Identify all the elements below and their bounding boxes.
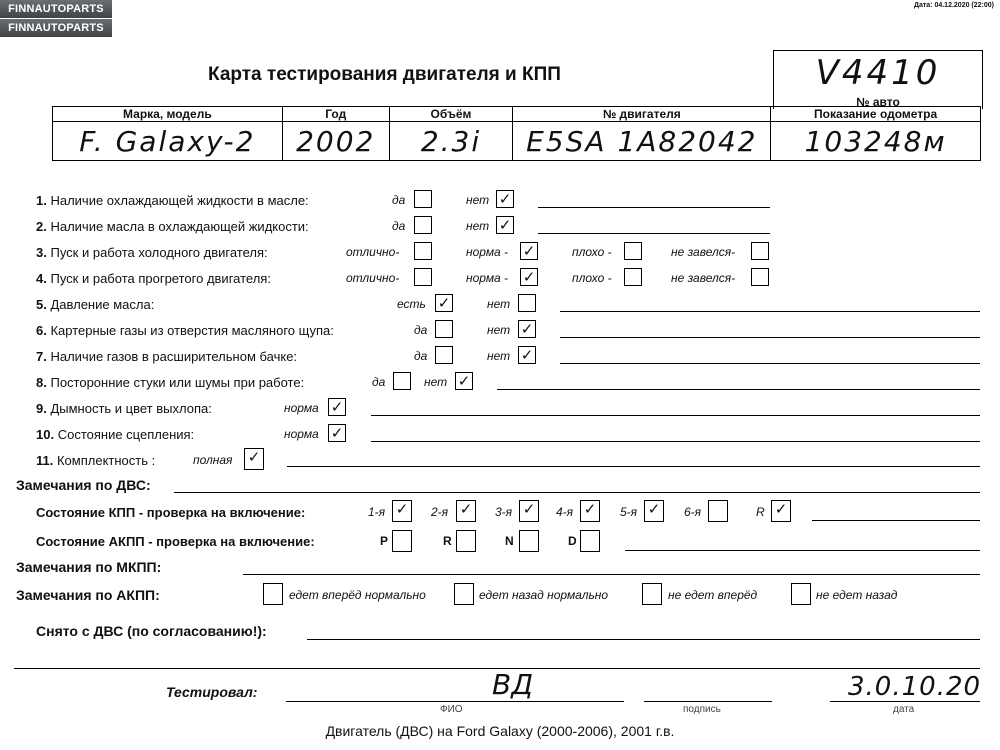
header-value-odometer: 103248м bbox=[771, 122, 981, 161]
item-9-checkbox-normal[interactable]: ✓ bbox=[328, 398, 346, 416]
akpp-remark-checkbox-forward-ok[interactable] bbox=[263, 583, 283, 605]
item-8-checkbox-no[interactable]: ✓ bbox=[455, 372, 473, 390]
item-5-opt-no: нет bbox=[487, 297, 511, 311]
logo-bottom: FINNAUTOPARTS bbox=[0, 19, 112, 37]
akpp-remark-checkbox-back-ok[interactable] bbox=[454, 583, 474, 605]
item-4-opt-bad: плохо - bbox=[572, 271, 612, 285]
item-6-opt-no: нет bbox=[487, 323, 511, 337]
item-2: 2. Наличие масла в охлаждающей жидкости: bbox=[36, 219, 309, 234]
item-4-checkbox-bad[interactable] bbox=[624, 268, 642, 286]
removed-line bbox=[307, 639, 980, 640]
item-7-line bbox=[560, 363, 980, 364]
akpp-gear-p-label: P bbox=[380, 534, 389, 548]
item-6-checkbox-yes[interactable] bbox=[435, 320, 453, 338]
header-label-model: Марка, модель bbox=[53, 107, 283, 122]
akpp-label: Состояние АКПП - проверка на включение: bbox=[36, 534, 315, 549]
akpp-gear-n-label: N bbox=[505, 534, 514, 548]
item-10: 10. Состояние сцепления: bbox=[36, 427, 195, 442]
item-5: 5. Давление масла: bbox=[36, 297, 155, 312]
item-2-line bbox=[538, 233, 770, 234]
akpp-line bbox=[625, 550, 980, 551]
item-3-opt-normal: норма - bbox=[466, 245, 509, 259]
item-4-opt-excellent: отлично- bbox=[346, 271, 400, 285]
item-6-checkbox-no[interactable]: ✓ bbox=[518, 320, 536, 338]
form-title: Карта тестирования двигателя и КПП bbox=[208, 64, 561, 85]
kpp-gear-4-checkbox[interactable]: ✓ bbox=[580, 500, 600, 522]
header-value-volume: 2.3i bbox=[389, 122, 513, 161]
kpp-gear-5-label: 5-я bbox=[620, 505, 638, 519]
item-11-opt-full: полная bbox=[193, 453, 233, 467]
tested-fio-caption: ФИО bbox=[440, 704, 463, 715]
tested-signature-line bbox=[644, 701, 772, 702]
item-3: 3. Пуск и работа холодного двигателя: bbox=[36, 245, 268, 260]
akpp-gear-p-checkbox[interactable] bbox=[392, 530, 412, 552]
kpp-gear-4-label: 4-я bbox=[556, 505, 574, 519]
logo-top: FINNAUTOPARTS bbox=[0, 0, 112, 18]
kpp-gear-r-label: R bbox=[756, 505, 765, 519]
item-4-opt-no-start: не завелся- bbox=[671, 271, 736, 285]
item-1: 1. Наличие охлаждающей жидкости в масле: bbox=[36, 193, 309, 208]
item-1-opt-no: нет bbox=[466, 193, 490, 207]
date-stamp: Дата: 04.12.2020 (22:00) bbox=[913, 2, 994, 9]
kpp-line bbox=[812, 520, 980, 521]
item-4: 4. Пуск и работа прогретого двигателя: bbox=[36, 271, 271, 286]
item-10-checkbox-normal[interactable]: ✓ bbox=[328, 424, 346, 442]
item-4-checkbox-normal[interactable]: ✓ bbox=[520, 268, 538, 286]
image-caption: Двигатель (ДВС) на Ford Galaxy (2000-2006), 2001 г.в. bbox=[325, 723, 675, 739]
auto-number-label: № авто bbox=[856, 95, 900, 109]
item-9-opt-normal: норма bbox=[284, 401, 319, 415]
item-4-checkbox-excellent[interactable] bbox=[414, 268, 432, 286]
item-6: 6. Картерные газы из отверстия масляного щупа: bbox=[36, 323, 334, 338]
item-3-checkbox-normal[interactable]: ✓ bbox=[520, 242, 538, 260]
item-1-checkbox-no[interactable]: ✓ bbox=[496, 190, 514, 208]
remarks-mkpp-label: Замечания по МКПП: bbox=[16, 559, 162, 575]
item-5-opt-yes: есть bbox=[397, 297, 426, 311]
item-3-opt-bad: плохо - bbox=[572, 245, 612, 259]
item-5-checkbox-yes[interactable]: ✓ bbox=[435, 294, 453, 312]
remarks-akpp-label: Замечания по АКПП: bbox=[16, 587, 160, 603]
tested-date-caption: дата bbox=[893, 704, 915, 715]
item-5-checkbox-no[interactable] bbox=[518, 294, 536, 312]
item-10-opt-normal: норма bbox=[284, 427, 319, 441]
item-3-opt-excellent: отлично- bbox=[346, 245, 400, 259]
removed-label: Снято с ДВС (по согласованию!): bbox=[36, 623, 267, 639]
akpp-remark-back-ok: едет назад нормально bbox=[479, 588, 609, 602]
kpp-gear-1-checkbox[interactable]: ✓ bbox=[392, 500, 412, 522]
akpp-remark-checkbox-no-forward[interactable] bbox=[642, 583, 662, 605]
header-value-engine-number: E5SA 1A82042 bbox=[513, 122, 771, 161]
item-3-checkbox-excellent[interactable] bbox=[414, 242, 432, 260]
tested-signature-caption: подпись bbox=[683, 704, 721, 715]
item-3-checkbox-bad[interactable] bbox=[624, 242, 642, 260]
kpp-gear-1-label: 1-я bbox=[368, 505, 386, 519]
remarks-dvs-label: Замечания по ДВС: bbox=[16, 477, 151, 493]
tested-label: Тестировал: bbox=[166, 684, 258, 700]
auto-number-box bbox=[773, 50, 983, 109]
kpp-gear-2-label: 2-я bbox=[431, 505, 449, 519]
header-label-engine-number: № двигателя bbox=[513, 107, 771, 122]
remarks-dvs-line bbox=[174, 492, 980, 493]
item-7-opt-no: нет bbox=[487, 349, 511, 363]
tested-date-line bbox=[830, 701, 980, 702]
header-value-model: F. Galaxy-2 bbox=[53, 122, 283, 161]
kpp-gear-3-label: 3-я bbox=[495, 505, 513, 519]
item-7: 7. Наличие газов в расширительном бачке: bbox=[36, 349, 298, 364]
item-2-checkbox-no[interactable]: ✓ bbox=[496, 216, 514, 234]
item-1-line bbox=[538, 207, 770, 208]
item-2-opt-no: нет bbox=[466, 219, 490, 233]
akpp-gear-n-checkbox[interactable] bbox=[519, 530, 539, 552]
item-8-opt-no: нет bbox=[424, 375, 448, 389]
item-1-opt-yes: да bbox=[392, 193, 406, 207]
item-4-opt-normal: норма - bbox=[466, 271, 509, 285]
akpp-gear-r-checkbox[interactable] bbox=[456, 530, 476, 552]
akpp-gear-r-label: R bbox=[443, 534, 452, 548]
item-7-opt-yes: да bbox=[414, 349, 428, 363]
item-4-checkbox-no-start[interactable] bbox=[751, 268, 769, 286]
tested-fio-value: ВД bbox=[492, 668, 534, 701]
item-2-opt-yes: да bbox=[392, 219, 406, 233]
item-6-opt-yes: да bbox=[414, 323, 428, 337]
header-label-volume: Объём bbox=[389, 107, 513, 122]
kpp-gear-2-checkbox[interactable]: ✓ bbox=[456, 500, 476, 522]
item-11-checkbox-full[interactable]: ✓ bbox=[244, 448, 264, 470]
kpp-gear-6-label: 6-я bbox=[684, 505, 702, 519]
item-2-checkbox-yes[interactable] bbox=[414, 216, 432, 234]
remarks-mkpp-line bbox=[243, 574, 980, 575]
header-label-year: Год bbox=[282, 107, 389, 122]
item-11: 11. Комплектность : bbox=[36, 453, 156, 468]
item-3-opt-no-start: не завелся- bbox=[671, 245, 736, 259]
item-9-line bbox=[371, 415, 980, 416]
header-label-odometer: Показание одометра bbox=[771, 107, 981, 122]
kpp-gear-6-checkbox[interactable] bbox=[708, 500, 728, 522]
header-table bbox=[52, 106, 981, 161]
item-6-line bbox=[560, 337, 980, 338]
akpp-remark-checkbox-no-back[interactable] bbox=[791, 583, 811, 605]
item-8: 8. Посторонние стуки или шумы при работе: bbox=[36, 375, 305, 390]
header-value-year: 2002 bbox=[282, 122, 389, 161]
item-7-checkbox-yes[interactable] bbox=[435, 346, 453, 364]
akpp-remark-no-back: не едет назад bbox=[816, 588, 898, 602]
akpp-remark-no-forward: не едет вперёд bbox=[668, 588, 758, 602]
kpp-gear-r-checkbox[interactable]: ✓ bbox=[771, 500, 791, 522]
akpp-gear-d-label: D bbox=[568, 534, 577, 548]
kpp-label: Состояние КПП - проверка на включение: bbox=[36, 505, 306, 520]
akpp-gear-d-checkbox[interactable] bbox=[580, 530, 600, 552]
item-5-line bbox=[560, 311, 980, 312]
tested-fio-line bbox=[286, 701, 624, 702]
item-11-line bbox=[287, 466, 980, 467]
item-7-checkbox-no[interactable]: ✓ bbox=[518, 346, 536, 364]
item-8-opt-yes: да bbox=[372, 375, 386, 389]
item-3-checkbox-no-start[interactable] bbox=[751, 242, 769, 260]
kpp-gear-5-checkbox[interactable]: ✓ bbox=[644, 500, 664, 522]
auto-number-value: V4410 bbox=[815, 53, 941, 93]
item-8-checkbox-yes[interactable] bbox=[393, 372, 411, 390]
item-1-checkbox-yes[interactable] bbox=[414, 190, 432, 208]
akpp-remark-forward-ok: едет вперёд нормально bbox=[289, 588, 426, 602]
tested-date-value: 3.0.10.20 bbox=[848, 672, 982, 702]
item-10-line bbox=[371, 441, 980, 442]
item-8-line bbox=[497, 389, 980, 390]
item-9: 9. Дымность и цвет выхлопа: bbox=[36, 401, 212, 416]
kpp-gear-3-checkbox[interactable]: ✓ bbox=[519, 500, 539, 522]
